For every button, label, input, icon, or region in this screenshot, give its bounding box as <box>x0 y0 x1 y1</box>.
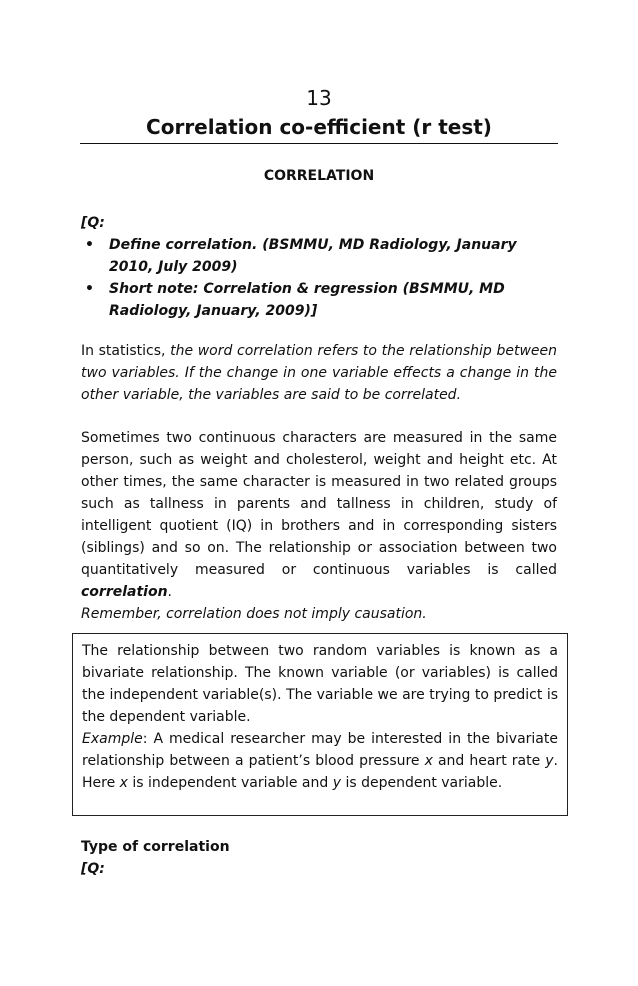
question-item <box>81 234 557 278</box>
box-text: The relationship between two random variables is known as a bivariate relationship. The known variable (or variables) is called the independent variable(s). The variable we are trying to predict is the dependent variable. <box>82 643 558 725</box>
question-item <box>81 278 557 322</box>
example-text: and heart rate <box>432 753 546 769</box>
paragraph-italic: the word correlation refers to the relationship between two variables. If the change in one variable effects a change in the other variable, the variables are said to be correlated. <box>81 343 557 403</box>
paragraph-definition <box>81 340 557 406</box>
variable-x: x <box>119 775 128 791</box>
paragraph-lead: In statistics, <box>81 343 171 359</box>
section-heading: CORRELATION <box>263 168 375 184</box>
paragraph-body: Sometimes two continuous characters are measured in the same person, such as weight and cholesterol, weight and height etc. At other times, the same character is measured in two related groups such as tallness in parents and tallness in children, study of intelligent quotient (IQ) in brothers and in corresponding sisters (siblings) and so on. The relationship or association between two quantitatively measured or continuous variables is called <box>81 430 557 578</box>
question-list <box>81 234 557 322</box>
paragraph-explanation <box>81 427 557 625</box>
bivariate-box <box>72 633 568 816</box>
variable-y: y <box>545 753 554 769</box>
question-open-bracket: [Q: <box>81 215 105 231</box>
variable-y: y <box>332 775 341 791</box>
variable-x: x <box>424 753 433 769</box>
chapter-number: 13 <box>306 86 332 110</box>
question-text: Short note: Correlation & regression (BSMMU, MD Radiology, January, 2009)] <box>109 281 505 319</box>
question-text: Define correlation. (BSMMU, MD Radiology, January 2010, July 2009) <box>109 237 517 275</box>
question-block <box>81 212 557 322</box>
question-open-bracket-2: [Q: <box>81 861 105 877</box>
example-label: Example <box>82 731 143 747</box>
type-of-correlation-heading: Type of correlation <box>81 839 230 855</box>
remember-note: Remember, correlation does not imply causation. <box>81 606 427 622</box>
example-text: . Here <box>82 753 558 791</box>
bullet-icon: • <box>85 281 94 297</box>
chapter-title: Correlation co-efficient (r test) <box>80 115 558 144</box>
period: . <box>167 584 172 600</box>
example-text: : A medical researcher may be interested in the bivariate relationship between a patient’s blood pressure <box>82 731 558 769</box>
term-correlation: correlation <box>81 584 168 600</box>
example-text: is dependent variable. <box>341 775 503 791</box>
bullet-icon: • <box>85 237 94 253</box>
example-text: is independent variable and <box>127 775 333 791</box>
